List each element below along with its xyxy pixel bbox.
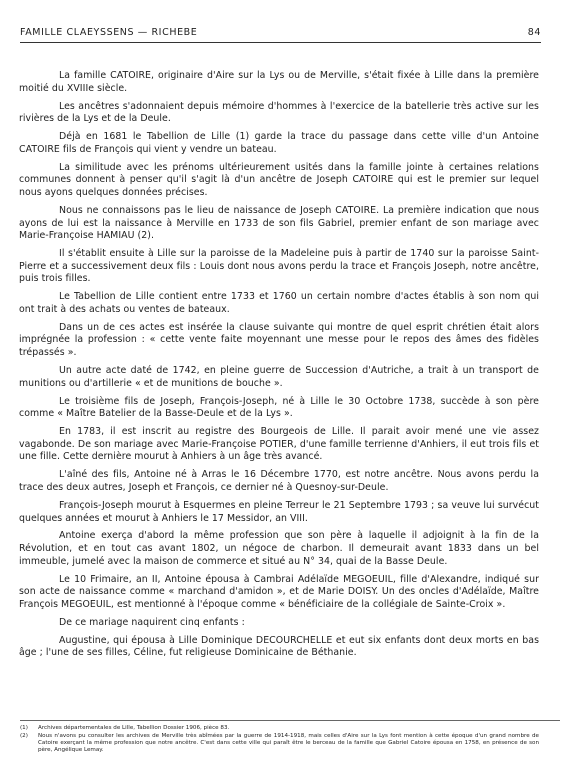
paragraph: Le 10 Frimaire, an II, Antoine épousa à Cambrai Adélaïde MEGOEUIL, fille d'Alexandre, indiqué sur son acte de naissance comme « marchand d'amidon », et de Marie DOISY. Un des oncles d'Adélaïde, Maître François MEGOEUIL, est mentionné à l'époque comme « bénéficiaire de la collégiale de Sainte-Croix ».	[19, 573, 539, 610]
footnote-text: Nous n'avons pu consulter les archives de Merville très abîmées par la guerre de 1914-1918, mais celles d'Aire sur la Lys font mention à cette époque d'un grand nombre de Catoire exerçant la même profession que notre ancêtre. C'est dans cette ville qui paraît être le berceau de la famille que Gabriel Catoire épousa en 1758, en présence de son père, Angélique Lemay.	[38, 732, 539, 754]
paragraph: Un autre acte daté de 1742, en pleine guerre de Succession d'Autriche, a trait à un transport de munitions ou d'artillerie « et de munitions de bouche ».	[19, 365, 539, 389]
footnote-text: Archives départementales de Lille, Tabellion Dossier 1906, pièce 83.	[38, 725, 230, 731]
footnotes-rule	[20, 720, 560, 721]
header-rule	[20, 42, 541, 43]
paragraph: Le troisième fils de Joseph, François-Joseph, né à Lille le 30 Octobre 1738, succède à son père comme « Maître Batelier de la Basse-Deule et de la Lys ».	[19, 395, 539, 420]
paragraph: En 1783, il est inscrit au registre des Bourgeois de Lille. Il parait avoir mené une vie assez vagabonde. De son mariage avec Marie-Françoise POTIER, d'une famille terrienne d'Anhiers, il eut trois fils et une fille. Cette dernière mourut à Anhiers à un âge très avancé.	[19, 426, 539, 463]
paragraph: Augustine, qui épousa à Lille Dominique DECOURCHELLE et eut six enfants dont deux morts en bas âge ; l'une de ses filles, Céline, fut religieuse Dominicaine de Béthanie.	[19, 634, 539, 659]
paragraph: Dans un de ces actes est insérée la clause suivante qui montre de quel esprit chrétien était alors imprégnée la profession : « cette vente faite moyennant une messe pour le repos des âmes des fidèles trépassés ».	[19, 321, 539, 359]
running-title: FAMILLE CLAEYSSENS — RICHEBE	[20, 27, 198, 38]
body-text	[19, 70, 539, 665]
page-number: 84	[527, 27, 541, 38]
paragraph: Le Tabellion de Lille contient entre 1733 et 1760 un certain nombre d'actes établis à son nom qui ont trait à des achats ou ventes de bateaux.	[19, 291, 539, 315]
paragraph: Nous ne connaissons pas le lieu de naissance de Joseph CATOIRE. La première indication que nous ayons de lui est la naissance à Merville en 1733 de son fils Gabriel, premier enfant de son mariage avec Marie-Françoise HAMIAU (2).	[19, 204, 539, 242]
paragraph: Déjà en 1681 le Tabellion de Lille (1) garde la trace du passage dans cette ville d'un Antoine CATOIRE fils de François qui vient y vendre un bateau.	[19, 131, 539, 155]
footnote	[20, 733, 539, 755]
paragraph: La similitude avec les prénoms ultérieurement usités dans la famille jointe à certaines relations communes donnent à penser qu'il s'agit là d'un ancêtre de Joseph CATOIRE qui est le premier sur lequel nous ayons quelques données précises.	[19, 161, 539, 198]
paragraph: De ce mariage naquirent cinq enfants :	[59, 616, 245, 628]
paragraph: L'aîné des fils, Antoine né à Arras le 16 Décembre 1770, est notre ancêtre. Nous avons perdu la trace des deux autres, Joseph et François, ce dernier né à Quesnoy-sur-Deule.	[19, 469, 539, 493]
paragraph: La famille CATOIRE, originaire d'Aire sur la Lys ou de Merville, s'était fixée à Lille dans la première moitié du XVIIIe siècle.	[19, 70, 539, 94]
paragraph: Il s'établit ensuite à Lille sur la paroisse de la Madeleine puis à partir de 1740 sur la paroisse Saint-Pierre et a successivement deux fils : Louis dont nous avons perdu la trace et François Joseph, notre ancêtre, puis trois filles.	[19, 248, 539, 285]
paragraph: Antoine exerça d'abord la même profession que son père à laquelle il adjoignit à la fin de la Révolution, et en tout cas avant 1802, un négoce de charbon. Il demeurait avant 1833 dans un bel immeuble, jumelé avec la maison de commerce et situé au N° 34, quai de la Basse Deule.	[19, 530, 539, 567]
footnotes	[20, 725, 539, 755]
paragraph: Les ancêtres s'adonnaient depuis mémoire d'hommes à l'exercice de la batellerie très active sur les rivières de la Lys et de la Deule.	[19, 100, 539, 125]
paragraph: François-Joseph mourut à Esquermes en pleine Terreur le 21 Septembre 1793 ; sa veuve lui survécut quelques années et mourut à Anhiers le 17 Messidor, an VIII.	[19, 499, 539, 524]
footnote-number: (1)	[20, 725, 28, 731]
footnote-number: (2)	[20, 732, 28, 739]
page-header	[20, 27, 541, 38]
footnote	[20, 725, 539, 732]
